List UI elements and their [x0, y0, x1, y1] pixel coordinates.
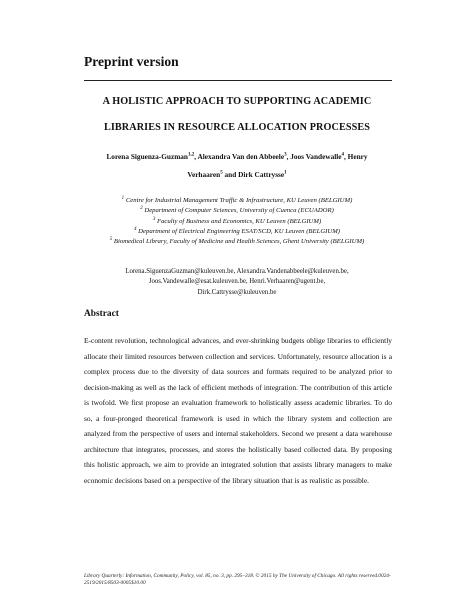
author-affiliation-mark: 1,2 [188, 152, 195, 158]
author-name: Dirk Cattrysse [238, 170, 285, 179]
affiliation-item [60, 206, 414, 216]
author-name: Lorena Siguenza-Guzman [106, 152, 188, 161]
affiliation-item [60, 227, 414, 237]
affiliation-mark: 1 [121, 195, 125, 201]
paper-title-line-1: A HOLISTIC APPROACH TO SUPPORTING ACADEMIC [102, 96, 372, 107]
email-line: Dirk.Cattrysse@kuleuven.be [197, 288, 277, 296]
affiliation-mark: 2 [140, 206, 143, 212]
affiliation-mark: 3 [152, 216, 156, 222]
affiliation-list [60, 196, 414, 247]
affiliation-mark: 5 [109, 236, 113, 242]
preprint-label: Preprint version [84, 54, 179, 69]
affiliation-item [60, 196, 414, 206]
affiliation-item [60, 217, 414, 227]
author-affiliation-mark: 1 [284, 170, 287, 176]
author-name: Joos Vandewalle [290, 152, 342, 161]
abstract-text: E-content revolution, technological advances, and ever-shrinking budgets oblige libraries to efficiently allocate their limited resources between collection and services. Unfortunately, resource allocation is a complex process due to the diversity of data sources and formats required to be analyzed prior to decision-making as well as the lack of efficient methods of integration. The contribution of this article is twofold. We first propose an evaluation framework to holistically assess academic libraries. To do so, a four-pronged theoretical framework is used in which the library system and collection are analyzed from the perspective of users and internal stakeholders. Second we present a data warehouse architecture that integrates, processes, and stores the holistically based collected data. By proposing this holistic approach, we aim to provide an integrated solution that assists library managers to make economic decisions based on a perspective of the library situation that is as realistic as possible. [84, 336, 392, 485]
author-name: Verhaaren [187, 170, 221, 179]
abstract-heading: Abstract [84, 309, 119, 319]
affiliation-text: Biomedical Library, Faculty of Medicine and Health Sciences, Ghent University (BELGIUM) [113, 238, 365, 246]
author-affiliation-mark: 4 [341, 152, 345, 158]
email-line: Joos.Vandewalle@esat.kuleuven.be, Henri.Verhaaren@ugent.be, [148, 278, 326, 286]
affiliation-mark: 4 [134, 226, 137, 232]
author-emails [70, 267, 404, 298]
author-separator: , Henry [344, 152, 368, 161]
author-separator: , [286, 152, 291, 161]
author-separator: , [194, 152, 198, 161]
author-separator: and [222, 170, 239, 179]
affiliation-text: Department of Electrical Engineering ESAT/SCD, KU Leuven (BELGIUM) [138, 227, 340, 235]
author-affiliation-mark: 5 [220, 170, 223, 176]
citation-footer: Library Quarterly: Information, Community, Policy, vol. 85, no. 3, pp. 295–318. © 2015 by The University of Chicago. All rights reserved.0024-2519/2015/8503-0005$10.00 [84, 573, 391, 586]
affiliation-text: Faculty of Business and Economics, KU Leuven (BELGIUM) [156, 217, 322, 225]
affiliation-text: Centre for Industrial Management Traffic & Infrastructure, KU Leuven (BELGIUM) [125, 197, 353, 204]
header-rule [84, 80, 392, 81]
affiliation-item [60, 237, 414, 247]
author-name: Alexandra Van den Abbeele [197, 152, 285, 161]
abstract-body [84, 333, 392, 488]
paper-title-line-2: LIBRARIES IN RESOURCE ALLOCATION PROCESSES [103, 122, 371, 133]
affiliation-text: Department of Computer Sciences, University of Cuenca (ECUADOR) [144, 207, 334, 215]
email-line: Lorena.SiguenzaGuzman@kuleuven.be, Alexandra.Vandenabbeele@kuleuven.be, [125, 268, 349, 275]
author-affiliation-mark: 3 [284, 152, 287, 158]
author-list [70, 148, 404, 184]
